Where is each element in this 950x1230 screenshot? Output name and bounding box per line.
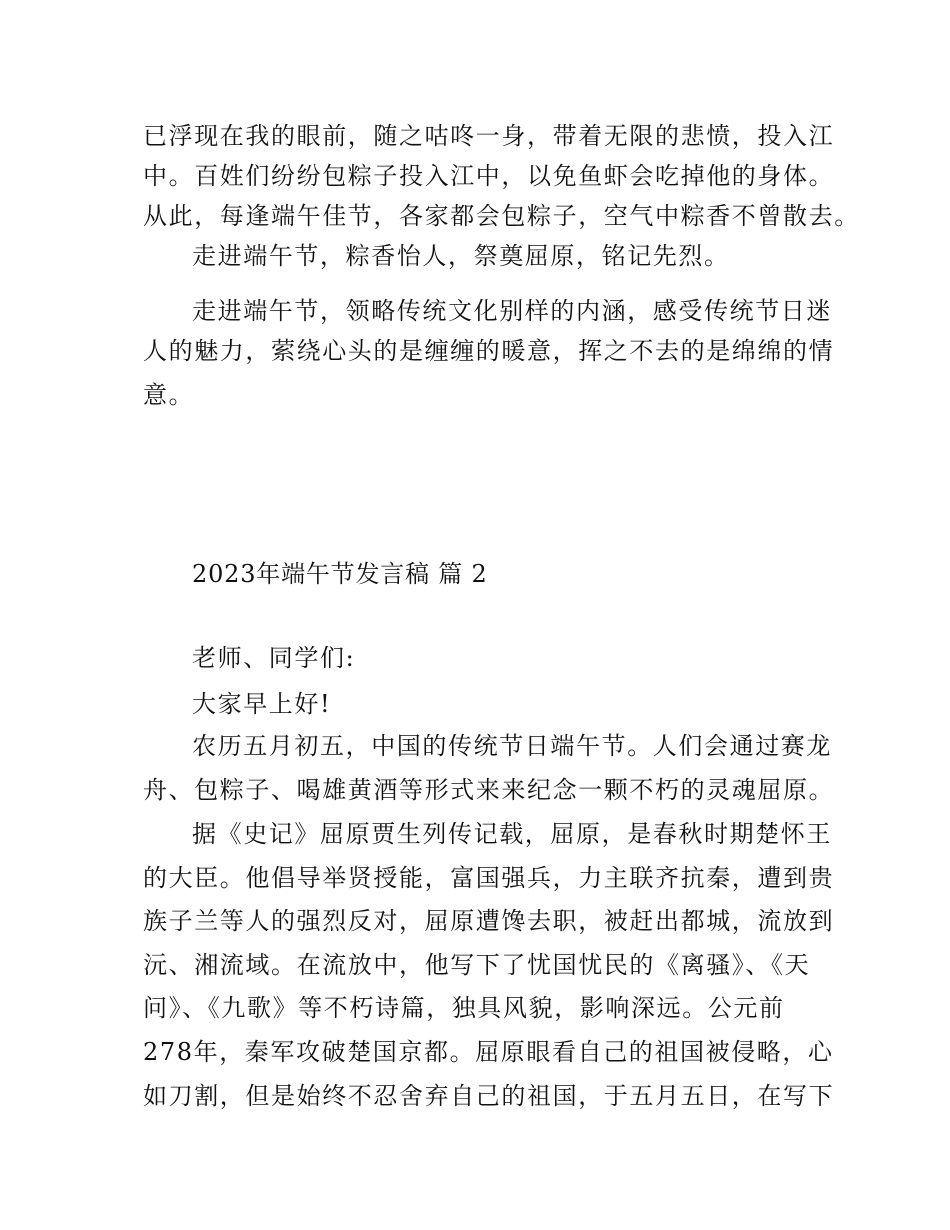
section-heading: 2023年端午节发言稿 篇 2 xyxy=(192,560,488,588)
paragraph-line: 走进端午节，领略传统文化别样的内涵，感受传统节日迷 xyxy=(192,297,832,325)
paragraph-line: 人的魅力，萦绕心头的是缠缠的暖意，挥之不去的是绵绵的情 xyxy=(143,337,835,365)
paragraph-line: 意。 xyxy=(143,381,195,409)
paragraph-line: 问》、《九歌》等不朽诗篇，独具风貌，影响深远。公元前 xyxy=(143,994,785,1022)
salutation: 老师、同学们: xyxy=(192,644,356,672)
paragraph-line: 据《史记》屈原贾生列传记载，屈原，是春秋时期楚怀王 xyxy=(192,820,832,848)
paragraph-line: 中。百姓们纷纷包粽子投入江中，以免鱼虾会吃掉他的身体。 xyxy=(143,162,835,190)
paragraph-line: 从此，每逢端午佳节，各家都会包粽子，空气中粽香不曾散去。 xyxy=(143,202,860,230)
paragraph-line: 278年，秦军攻破楚国京都。屈原眼看自己的祖国被侵略，心 xyxy=(143,1038,834,1066)
paragraph-line: 舟、包粽子、喝雄黄酒等形式来来纪念一颗不朽的灵魂屈原。 xyxy=(143,776,835,804)
paragraph-line: 族子兰等人的强烈反对，屈原遭馋去职，被赶出都城，流放到 xyxy=(143,907,835,935)
paragraph-line: 农历五月初五，中国的传统节日端午节。人们会通过赛龙 xyxy=(192,732,832,760)
paragraph-line: 走进端午节，粽香怡人，祭奠屈原，铭记先烈。 xyxy=(192,242,730,270)
paragraph-line: 沅、湘流域。在流放中，他写下了忧国忧民的《离骚》、《天 xyxy=(143,951,811,979)
greeting: 大家早上好! xyxy=(192,690,332,718)
paragraph-line: 已浮现在我的眼前，随之咕咚一身，带着无限的悲愤，投入江 xyxy=(143,122,835,150)
paragraph-line: 如刀割，但是始终不忍舍弃自己的祖国，于五月五日，在写下 xyxy=(143,1082,835,1110)
paragraph-line: 的大臣。他倡导举贤授能，富国强兵，力主联齐抗秦，遭到贵 xyxy=(143,864,835,892)
